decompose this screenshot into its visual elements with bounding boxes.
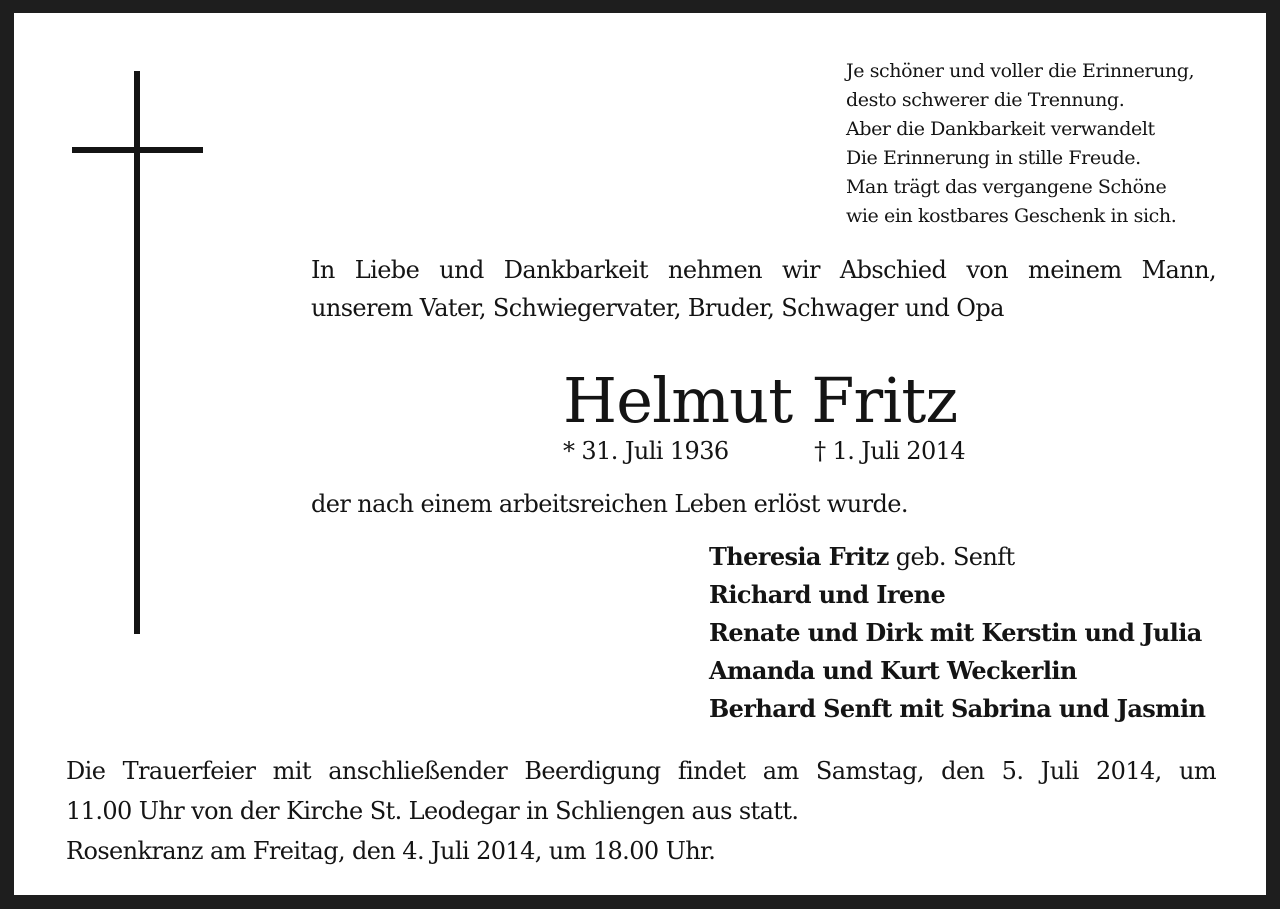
- poem-line: desto schwerer die Trennung.: [846, 89, 1125, 111]
- deceased-name: Helmut Fritz: [563, 364, 958, 437]
- rosary-line: Rosenkranz am Freitag, den 4. Juli 2014, um 18.00 Uhr.: [66, 837, 716, 865]
- widow-maiden-name: geb. Senft: [888, 543, 1015, 571]
- cross-vertical-bar: [134, 71, 140, 634]
- released-line: der nach einem arbeitsreichen Leben erlöst wurde.: [311, 490, 908, 518]
- birth-date: * 31. Juli 1936: [563, 437, 729, 465]
- poem-line: Je schöner und voller die Erinnerung,: [846, 60, 1195, 82]
- intro-line-1: In Liebe und Dankbarkeit nehmen wir Abschied von meinem Mann,: [311, 256, 1216, 284]
- mourner-entry: Berhard Senft mit Sabrina und Jasmin: [709, 694, 1206, 723]
- life-dates: [563, 434, 965, 468]
- poem-line: wie ein kostbares Geschenk in sich.: [846, 205, 1177, 227]
- poem-line: Man trägt das vergangene Schöne: [846, 176, 1167, 198]
- funeral-line-2: 11.00 Uhr von der Kirche St. Leodegar in Schliengen aus statt.: [66, 797, 799, 825]
- funeral-details: [66, 751, 1216, 871]
- poem-line: Die Erinnerung in stille Freude.: [846, 147, 1141, 169]
- obituary-notice: [14, 13, 1266, 895]
- mourner-entry: Renate und Dirk mit Kerstin und Julia: [709, 618, 1202, 647]
- intro-line-2: unserem Vater, Schwiegervater, Bruder, Schwager und Opa: [311, 294, 1004, 322]
- mourner-entry: Richard und Irene: [709, 580, 946, 609]
- widow-name: Theresia Fritz: [709, 542, 889, 571]
- mourner-widow: [709, 538, 1205, 576]
- poem-line: Aber die Dankbarkeit verwandelt: [846, 118, 1155, 140]
- death-date: † 1. Juli 2014: [814, 437, 965, 465]
- farewell-intro: [311, 251, 1216, 327]
- funeral-line-1: Die Trauerfeier mit anschließender Beerdigung findet am Samstag, den 5. Juli 2014, um: [66, 757, 1216, 785]
- memorial-poem: [846, 57, 1194, 231]
- mourner-entry: Amanda und Kurt Weckerlin: [709, 656, 1077, 685]
- mourners-list: [709, 538, 1205, 728]
- cross-horizontal-bar: [72, 147, 203, 153]
